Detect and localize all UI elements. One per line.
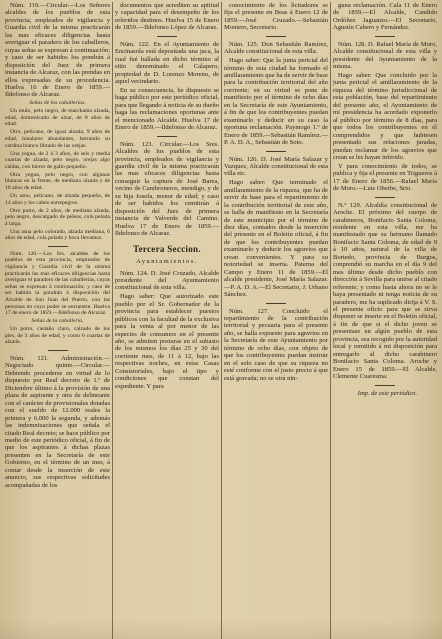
notice-paragraph: Núm. 122. En el Ayuntamiento de Encinasola está depositada una jaca, la cual fué hallada en dicho término al sitio denominado el Calapero, propiedad de D. Lorenzo Moreno, de aquel vecindario. <box>115 40 219 86</box>
column-1 <box>3 2 112 639</box>
separator-rule <box>266 36 286 37</box>
printer-imprint: Imp. de este periódico. <box>357 389 418 397</box>
list-heading: Señas de la caballería. <box>31 318 84 325</box>
notice-paragraph: Núm. 127. Concluido el repartimiento de la contribución territorial y pecuaria para el presente año, se halla expuesto para agravios en la Secretaría de este Ayuntamiento por término de ocho días, con objeto de que los contribuyentes puedan instruir en el solo caso de que su riqueza no esté conforme con el justo precio á que está gravada; no se oirá nin- <box>224 307 328 382</box>
notice-paragraph: conocimiento de los licitadores se fija el presente en Beas á Enero 12 de 1859.—José Cruzado.—Sebastián Montero, Secretario. <box>224 2 328 32</box>
separator-rule <box>157 36 177 37</box>
column-3 <box>221 2 330 639</box>
list-item: Núm. 120.—Los Srs. alcaldes de los pueblos de esta provincia, empleados de vigilancia y Guardia civil de la misma practicarán las mas eficaces diligencias hasta averiguar el paradero de las caballerías, cuyas señas se expresan á continuación; y caso de ser habida la pondrán á disposición del Alcalde de San Juan del Puerto, con las personas en cuyo poder se encuentre. Huelva 17 de enero de 1859.—Ildefonso de Alcaraz. <box>5 250 110 317</box>
notice-paragraph: En su consecuencia, he dispuesto se haga público por este periódico oficial, para que llegando á noticia de su dueño haga las reclamaciones oportunas ante el mencionado Alcalde. Huelva 17 de Enero de 1859.—Ildefonso de Alcaraz. <box>115 86 219 132</box>
notice-paragraph: Núm. 125. Don Sebastián Ramírez, Alcalde constitucional de esta villa. <box>224 40 328 56</box>
subsection-heading: Ayuntamientos. <box>136 257 198 265</box>
notice-paragraph: Núm. 121. Administración.—Negociado quinto.—Circular.—Debiendo procederse en virtud de lo dispuesto por Real decreto de 1.º de Diciembre último á la provisión de una plaza de aspirante y otra de delineante con el carácter de provisionales dotadas con el sueldo de 12.000 reales la primera y 6.000 la segunda, y además las indemnizaciones que señala el citado Real decreto; se hace público por medio de este periódico oficial, á fin de que los aspirantes á dichas plazas presenten en la Secretaría de este Gobierno, en el término de un mes, á contar desde la inserción de este anuncio, sus respectivas solicitudes acompañadas de los <box>5 354 110 489</box>
list-item: Otra yegua, pelo negro, con algunas blancas en la frente, de mediano alzada y de 18 años de edad. <box>5 171 110 191</box>
list-item: Un potro, castaño claro, calzado de los pies, de 3 años de edad, y como 6 cuartas de alzada. <box>5 326 110 346</box>
separator-rule <box>375 36 395 37</box>
section-heading: Tercera Seccion. <box>133 243 201 254</box>
notice-paragraph: Hago saber: Que la junta pericial del término de esta ciudad ha formado el amillaramiento que ha de servir de base para la contribución territorial del año corriente; en su virtud se pone de manifiesto por el término de ocho días en la Secretaría de este Ayuntamiento, á fin de que los contribuyentes puedan examinarlo y deducir en su caso la oportuna reclamación. Paymogo 1.º de Enero de 1859.—Sebastián Ramírez.—P. A. D. A., Sebastián de Soto. <box>224 57 328 147</box>
column-2 <box>112 2 221 639</box>
notice-paragraph: N.º 129. Alcaldía constitucional de Aroche. El próximo del cuerpo de carabineros, Bonifacio Santa Coloma, residente en esta villa, me ha manifestado que su hermano llamado Bonifacio Santa Coloma, de edad de 9 á 10 años, natural de la villa de Bortedo, provincia de Burgos, conprendió su marcha en el día 9 del mes último desde dicho pueblo con dirección á Sevilla para unirse al citado referente; y como hasta ahora no se le haya presentado ni tenga noticia de su paradero, me ha suplicado dirija á V. S. el presente oficio para que se sirva disponer se inserte en el Boletín oficial, á fin de que si el dicho joven se presentase en algún pueblo de esta provincia, sea recogido por la autoridad local y remitido á mi disposición para entregarlo al dicho carabinero Bonifacio Santa Coloma. Aroche y Enero 15 de 1859.—El Alcalde, Clemente Cuaresma. <box>333 201 437 381</box>
separator-rule <box>266 151 286 152</box>
notice-paragraph: Núm. 119.—Circular.—Los Señores alcaldes de los pueblos de esta provincia, empleados de vigilancia y Guardia civil de la misma practicarán las mas eficaces diligencias hasta averiguar el paradero de los caballeros, cuyas señas se expresan á continuación; y caso de ser habidos los pondrán á disposición del Juez de primera instancia de Alcaraz, con las prendas en ellos expresadas de su procedencia. Huelva 16 de Enero de 1859.—Ildefonso de Alcaraz. <box>5 2 110 99</box>
list-item: Una asna pelo colorado, alzada mediana, 6 años de edad, cola pelada y boca llevamos. <box>5 228 110 242</box>
column-4 <box>330 2 439 639</box>
notice-paragraph: Hago saber: Que concluido por la junta pericial el amillaramiento de la riqueza del término jurisdiccional de esta población, base del repartimiento del presente año, el Ayuntamiento de mi presidencia ha acordado exponerlo al público por término de 8 días, para que todos los contribuyentes en él comprendidos y que hubiesen presentado sus relaciones juradas, puedan reclamar de los agravios que crean se les hayan inferido. <box>333 72 437 161</box>
notice-paragraph: Núm. 123. Circular.—Los Sres. Alcaldes de los pueblos de esta provincia, empleados de vigilancia y guardia civil de la misma practicarán las mas eficaces diligencias hasta conseguir la captura de José Barea, vecino de Cambroneros, mendigo, y de su hija Josefa, menor de edad; y caso de ser habidos los remitirán á disposición del Juez de primera instancia de Valverde del Camino. Huelva 17 de Enero de 1859.—Ildefonso de Alcaraz. <box>115 140 219 238</box>
notice-paragraph: Núm. 126. D. José María Salazar y Vazquez, Alcalde constitucional de esta villa etc. <box>224 155 328 178</box>
notice-paragraph: Hago saber: Que terminado el amillaramiento de la riqueza, que ha de servir de base para el repartimiento de la contribución territorial de este año, se halla de manifiesto en la Secretaría de este municipio por el término de diez días, contados desde la inserción del presente en el Boletín oficial, á fin de que los contribuyentes puedan examinarlo y deducir los agravios que crean convenientes. Y para su notoriedad se inserta. Paterna del Campo y Enero 11 de 1859.—El alcalde presidente, José María Salazar.—P. A. D. A.—El Secretario, J. Urbano Sánchez. <box>224 179 328 299</box>
list-item: Una yegua, de 2 á 3 años, de seis y media cuartas de alzada, pelo negro, orejas algo caidas, con hierro de gallo pequeño. <box>5 150 110 170</box>
list-item: Otro potro, de 2 años, de mediana alzada, pelo negro, descargado de peleas, cola pelada á larga. <box>5 207 110 227</box>
separator-rule <box>375 385 395 386</box>
separator-rule <box>266 303 286 304</box>
list-heading: Señas de los caballerías. <box>29 100 86 107</box>
list-item: Un mulo, pelo negro, de marchamo alzada, edad, domesticado de alzar, de 8 años de edad. <box>5 108 110 128</box>
separator-rule <box>48 350 68 351</box>
notice-paragraph: documentos que acrediten su aptitud y capacidad para el desempeño de los referidos destinos. Huelva 15 de Enero de 1859.—Ildefonso López de Alcaraz. <box>115 2 219 32</box>
notice-paragraph: Núm. 128. D. Rafael María de Moro, Alcalde constitucional de esta villa y presidente del Ayuntamiento de la misma. <box>333 40 437 71</box>
notice-paragraph: Hago saber: Que autorizado este pueblo por el Sr. Gobernador de la provincia para establecer puestos públicos con la facultad de la exclusiva para la venta al por menor de las especies de consumos en el presente año, se admiten posturas en el subasto de los mismos los días 25 y 30 del corriente mes, de 11 á 12, bajo las respectivas noches, en estas Casas Consistoriales, bajo el tipo y condiciones que constan del expediente. Y para <box>115 293 219 390</box>
separator-rule <box>48 246 68 247</box>
list-item: Otro, pelicano, de igual alzada, 9 años de edad, lunalares abundantes, herrando su cardina blanco librado de las orejas. <box>5 129 110 149</box>
notice-paragraph: Núm. 124. D. José Cruzado, Alcalde presidente del Ayuntamiento constitucional de esta villa. <box>115 269 219 292</box>
notice-paragraph: Y para conocimiento de todos, se publica y fija el presente en Trigueros á 17 de Enero de 1856.—Rafael María de Moro.—Luis Oberbe, Srio. <box>333 162 437 193</box>
list-item: Un asno, pelicano, de alzada pequeña, de 14 años y los cabos entrepegros. <box>5 192 110 206</box>
notice-paragraph: guna reclamación. Cala 11 de Enero de 1859.—El Alcalde, Candido Ordóñez Jaguanzo.—El Secretario, Agustín Cabero y Fernández. <box>333 2 437 32</box>
separator-rule <box>375 197 395 198</box>
separator-rule <box>157 136 177 137</box>
